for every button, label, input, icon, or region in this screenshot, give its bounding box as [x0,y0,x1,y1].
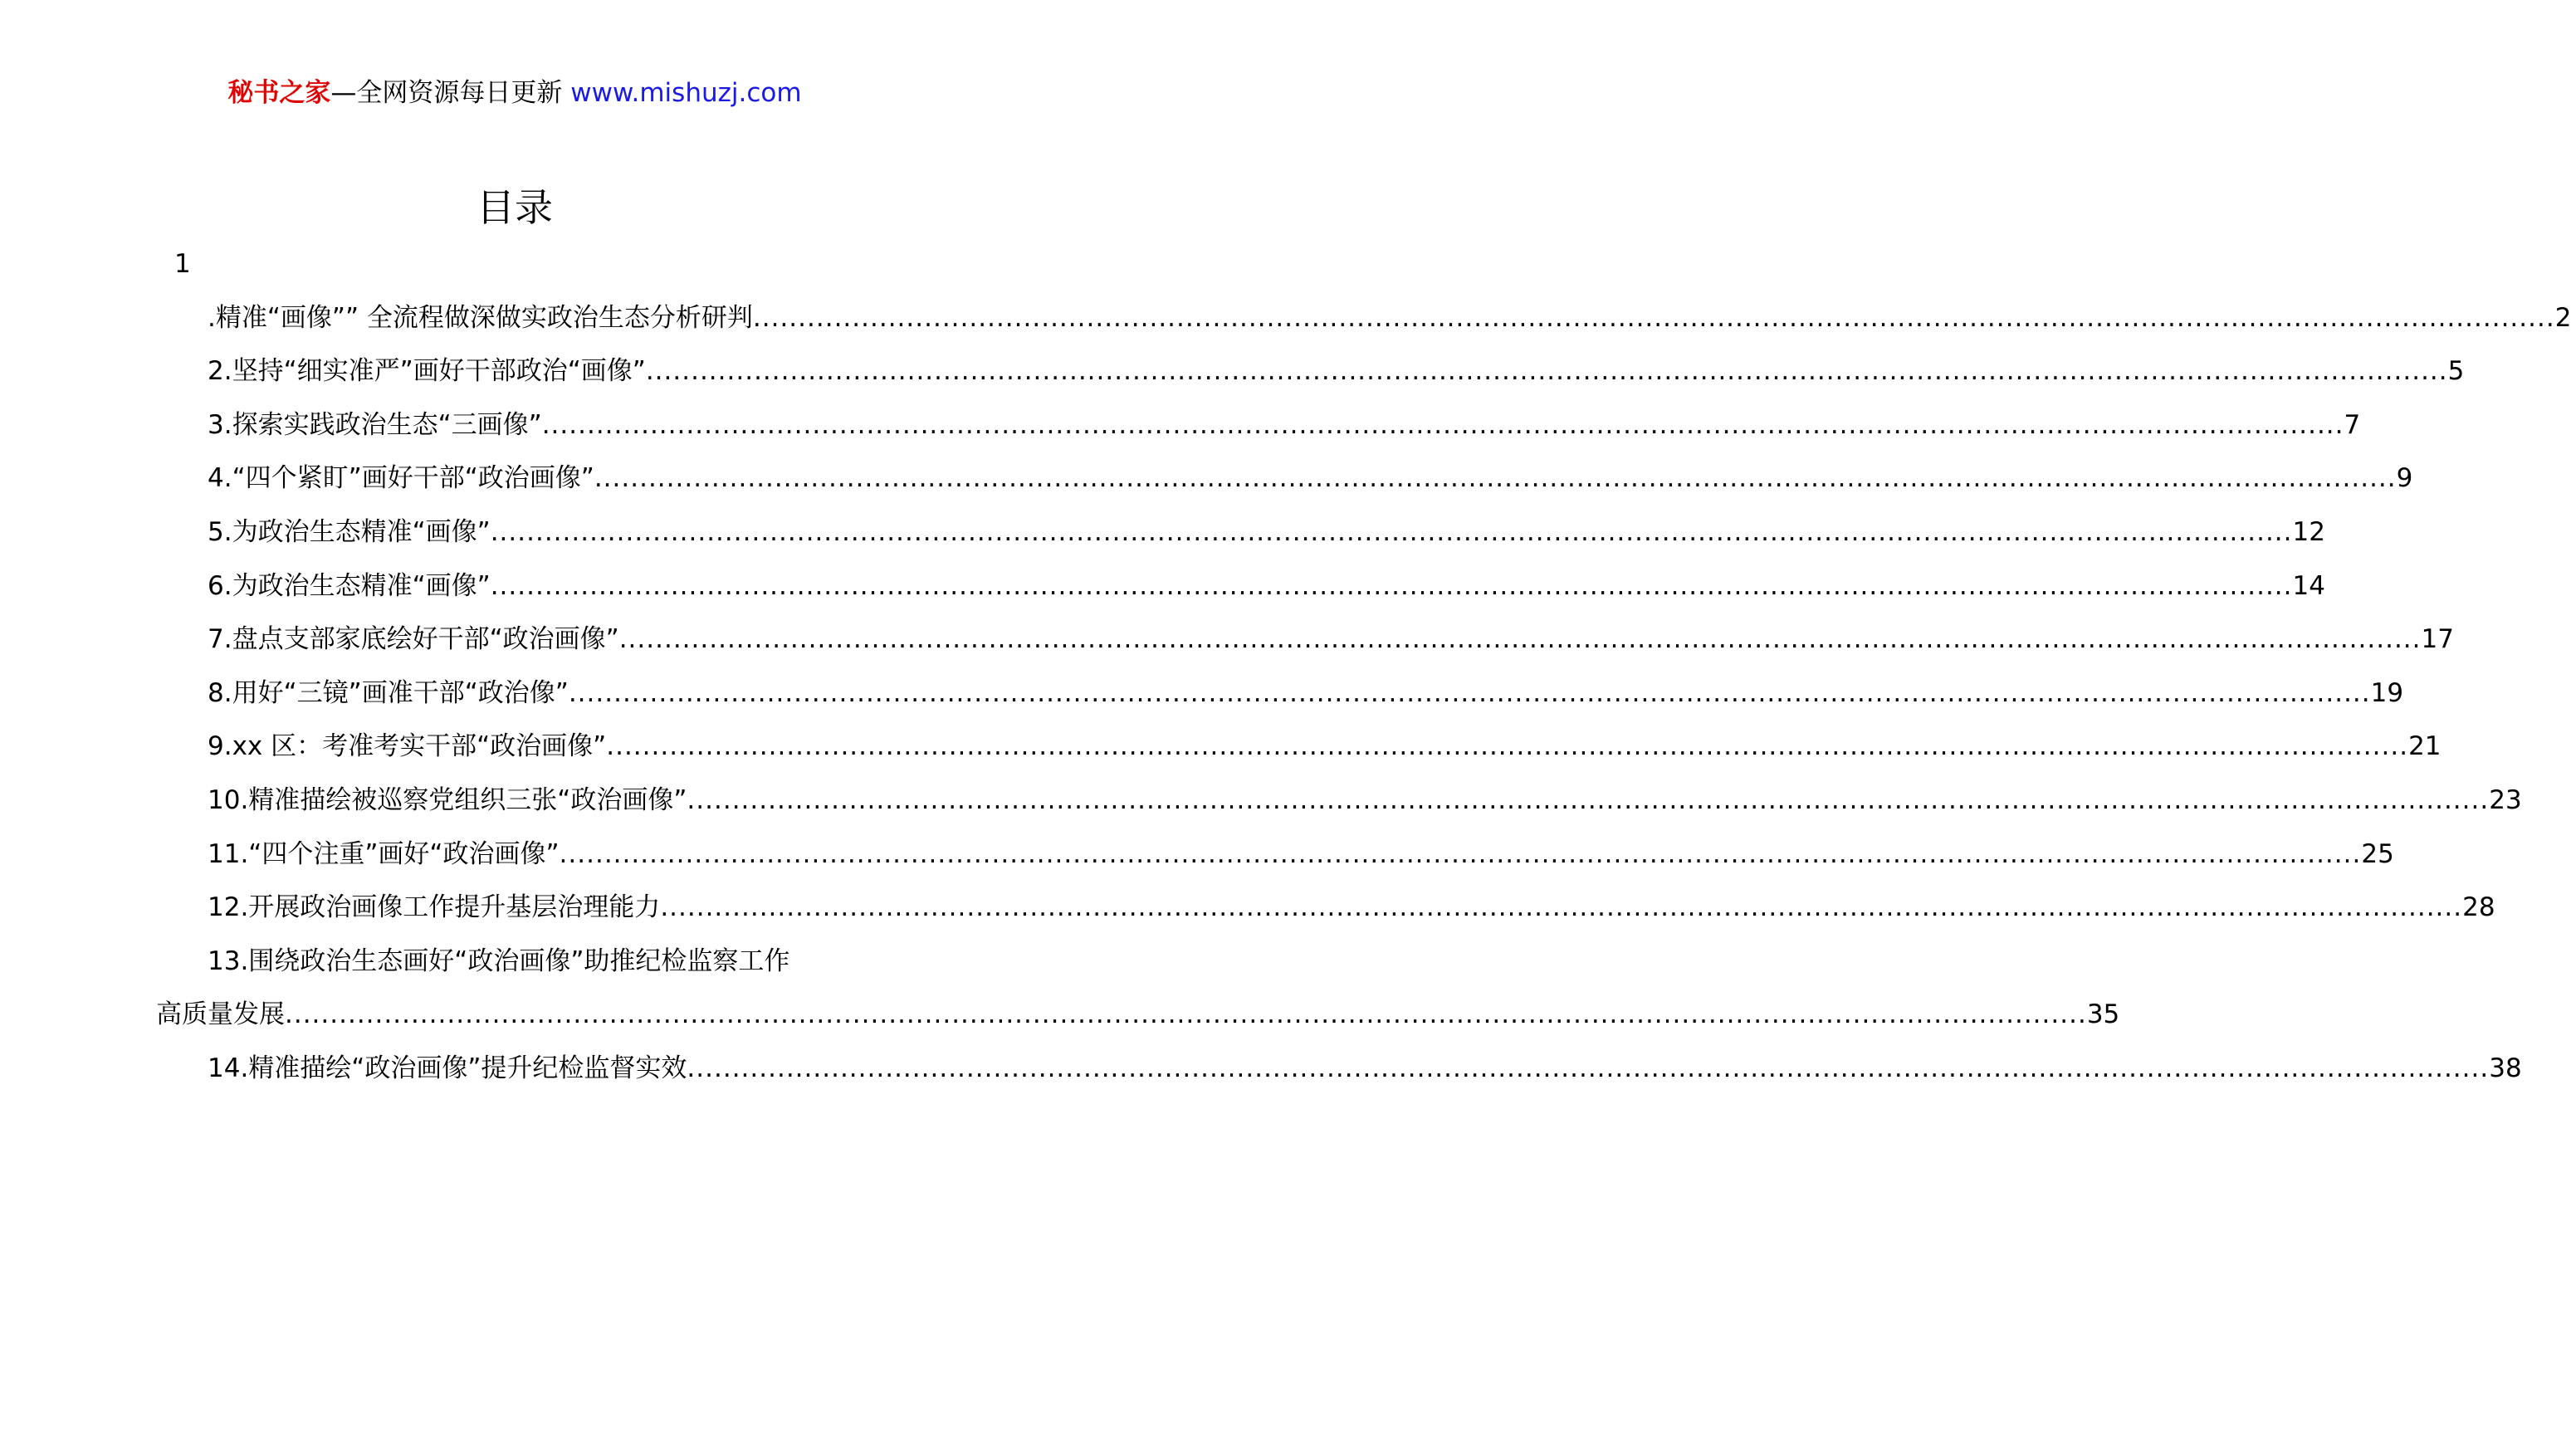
page-title: 目录 [477,185,553,230]
toc-leader-dots: ........................................................................................................................................................................................................ [687,784,2490,815]
toc-entry[interactable] [156,887,2495,941]
toc-entry-label: 13.围绕政治生态画好“政治画像”助推纪检监察工作 [208,945,790,976]
toc-lead-number: 1 [174,249,191,279]
page-header [0,76,1029,110]
toc-entry-label: 12.开展政治画像工作提升基层治理能力 [208,892,661,923]
toc-leader-dots: ........................................................................................................................................................................................................ [285,999,2087,1030]
toc-leader-dots: ........................................................................................................................................................................................................ [618,624,2422,655]
toc-entry[interactable] [156,726,2441,779]
toc-entry-page: 7 [2344,409,2361,440]
toc-entry-page: 19 [2370,677,2404,708]
toc-leader-dots: ........................................................................................................................................................................................................ [752,302,2555,333]
toc-entry[interactable] [156,404,2361,458]
toc-entry-page: 23 [2489,784,2522,815]
toc-entry-label: .精准“画像”” 全流程做深做实政治生态分析研判 [208,302,753,333]
header-url-link[interactable]: www.mishuzj.com [570,78,802,108]
toc-entry-label: 8.用好“三镜”画准干部“政治像” [208,677,569,708]
toc-entry[interactable] [156,833,2394,887]
toc-leader-dots: ........................................................................................................................................................................................................ [490,570,2293,601]
toc-leader-dots: ........................................................................................................................................................................................................ [568,677,2371,708]
toc-entry-label: 高质量发展 [156,999,285,1030]
table-of-contents [156,243,2571,1102]
toc-entry[interactable] [156,511,2325,565]
toc-entry-page: 9 [2396,463,2413,494]
toc-leader-dots: ........................................................................................................................................................................................................ [645,356,2448,387]
toc-leader-dots: ........................................................................................................................................................................................................ [687,1053,2490,1083]
toc-entry[interactable] [156,350,2465,404]
toc-entry[interactable] [156,565,2325,619]
toc-entry-wrapped-first-line[interactable] [156,941,870,994]
toc-entry-wrapped-second-line[interactable] [156,994,2120,1048]
toc-entry-label: 10.精准描绘被巡察党组织三张“政治画像” [208,784,687,815]
toc-entry-page: 38 [2489,1053,2522,1083]
toc-entry-page: 17 [2421,624,2454,655]
toc-entry-label: 3.探索实践政治生态“三画像” [208,409,542,440]
toc-entry-label: 4.“四个紧盯”画好干部“政治画像” [208,463,594,494]
toc-entry-label: 14.精准描绘“政治画像”提升纪检监督实效 [208,1053,687,1083]
toc-entry-page: 12 [2292,516,2325,547]
toc-entry[interactable] [156,457,2413,511]
toc-entry-label: 2.坚持“细实准严”画好干部政治“画像” [208,356,646,387]
toc-leader-dots: ........................................................................................................................................................................................................ [490,516,2293,547]
toc-entry-page: 28 [2462,892,2495,923]
toc-leader-dots: ........................................................................................................................................................................................................ [660,892,2463,923]
toc-entry-page: 5 [2447,356,2465,387]
toc-entry-label: 9.xx 区：考准考实干部“政治画像” [208,731,607,762]
toc-entry-page: 14 [2292,570,2325,601]
toc-leader-dots: ........................................................................................................................................................................................................ [541,409,2344,440]
toc-entry-page: 25 [2361,838,2394,869]
toc-entry-label: 11.“四个注重”画好“政治画像” [208,838,560,869]
brand-name: 秘书之家 [227,78,331,108]
toc-entry-label: 7.盘点支部家底绘好干部“政治画像” [208,624,619,655]
toc-leader-dots: ........................................................................................................................................................................................................ [594,463,2397,494]
toc-entry-label: 5.为政治生态精准“画像” [208,516,491,547]
toc-entry[interactable] [156,297,2571,351]
toc-entry[interactable] [156,618,2454,672]
toc-entry-page: 35 [2086,999,2120,1030]
header-tagline: —全网资源每日更新 [330,78,571,108]
toc-leader-dots: ........................................................................................................................................................................................................ [559,838,2362,869]
toc-entry[interactable] [156,1048,2522,1102]
toc-entry-page: 2 [2554,302,2571,333]
toc-leader-dots: ........................................................................................................................................................................................................ [606,731,2409,762]
toc-entry[interactable] [156,779,2522,833]
toc-entry-label: 6.为政治生态精准“画像” [208,570,491,601]
toc-entry[interactable] [156,672,2404,726]
toc-entry-page: 21 [2408,731,2441,762]
